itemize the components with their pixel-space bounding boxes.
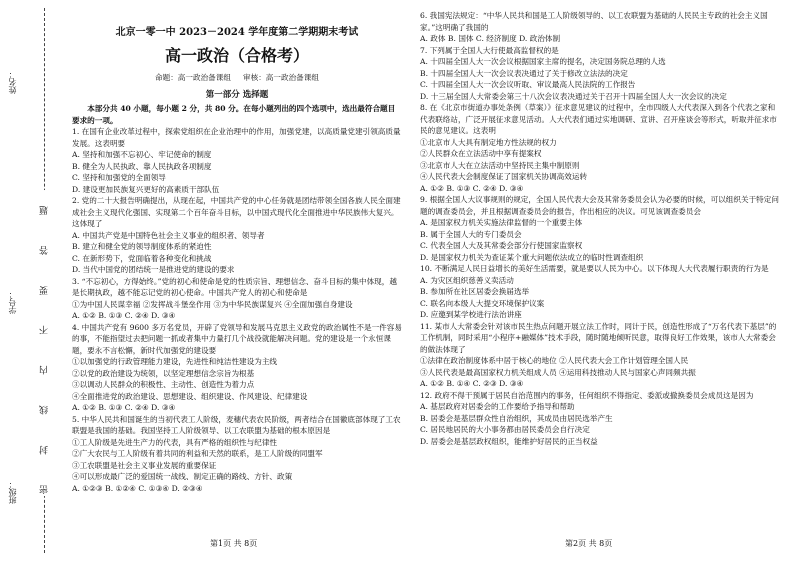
left-question-list bbox=[72, 126, 402, 494]
page-number-left: 第1页 共 8页 bbox=[210, 539, 258, 548]
question-option: B. 十四届全国人大一次会议表决通过了关于修改立法法的决定 bbox=[420, 68, 628, 78]
seal-text: 密 封 线 内 不 要 答 题 bbox=[40, 192, 50, 495]
question-option: D. 十三届全国人大常委会第三十八次会议表决通过关于召开十四届全国人大一次会议的决定 bbox=[420, 91, 727, 101]
question-option: ①工人阶级是先进生产力的代表，具有严格的组织性与纪律性 bbox=[72, 437, 278, 447]
question-option: ②以党的政治建设为统领，以坚定理想信念宗旨为根基 bbox=[72, 368, 255, 378]
question-option: ③工农联盟是社会主义事业发展的重要保证 bbox=[72, 460, 217, 470]
question-option: C. 代表全国人大及其常委会部分行使国家监察权 bbox=[420, 241, 583, 250]
question-option: C. 坚持和加强党的全面领导 bbox=[72, 173, 166, 182]
question-option: B. 属于全国人大的专门委员会 bbox=[420, 229, 522, 239]
question-option: D. 居委会是基层政权组织，能维护好居民的正当权益 bbox=[420, 436, 598, 446]
question-stem: 1. 在国有企业改革过程中，探索党组织在企业治理中的作用，加强党建，以高质量党建引领高质量发展。这表明要 bbox=[72, 127, 401, 148]
question-stem: 11. 某市人大常委会针对该市民生热点问题开展立法工作时，同计于民，创造性形成了“万名代表下基层”的工作机制，同时采用“小程序+融媒体”技术手段，随时随地倾听民意，取得良好工作效果，该市人大常委会的做法体现了 bbox=[420, 321, 777, 354]
question-option: A. ①② B. ①④ C. ②③ D. ③④ bbox=[420, 379, 524, 388]
question-stem: 4. 中国共产党有 9600 多万名党员，开辟了党领导和发展马克思主义政党的政治属性不是一件容易的事，不能指望过去把问题一抓或者集中力量打几个战役就能解决问题。党的建设是一个永恒课题，要永不言松懈，新时代加强党的建设要 bbox=[72, 322, 402, 355]
question-option: C. 联名向本级人大提交环境保护议案 bbox=[420, 298, 545, 308]
part-title: 第一部分 选择题 bbox=[205, 89, 269, 100]
name-label: 姓名： bbox=[8, 70, 17, 94]
seal-margin bbox=[0, 0, 66, 561]
question-option: ①法律在政治制度体系中居于核心的地位 ②人民代表大会工作计划管理全国人民 bbox=[420, 356, 689, 365]
question-option: ①为中国人民谋幸福 ②发挥战斗堡垒作用 ③为中华民族谋复兴 ④全面加强自身建设 bbox=[72, 299, 353, 309]
question-option: D. 应邀到某学校进行法治讲座 bbox=[420, 310, 522, 319]
question-option: C. 十四届全国人大一次会议听取、审议最高人民法院的工作报告 bbox=[420, 80, 636, 89]
question-option: ④全面推进党的政治建设、思想建设、组织建设、作风建设、纪律建设 bbox=[72, 391, 308, 401]
question-stem: 12. 政府不得干预属于居民自治范围内的事务，任何组织不得指定、委派或撤换委员会成员这是因为 bbox=[420, 390, 754, 400]
question-option: ①以加强党的行政管理能力建设，先进性和纯洁性建设为主线 bbox=[72, 357, 278, 366]
question-option: D. 当代中国党的团结统一是推进党的建设的要求 bbox=[72, 265, 235, 274]
question-stem: 9. 根据全国人大议事规则的规定，全国人民代表大会及其常务委员会认为必要的时候，可以组织关于特定问题的调查委员会，并且根据调查委员会的报告，作出相应的决议。可见该调查委员会 bbox=[420, 195, 779, 216]
composer: 命题：高一政治备课组 bbox=[155, 73, 231, 82]
student-id-label: 学号： bbox=[8, 290, 17, 314]
question-option: A. 政体 B. 国体 C. 经济制度 D. 政治体制 bbox=[420, 34, 561, 43]
question-option: C. 在新形势下，党面临着各种变化和挑战 bbox=[72, 253, 212, 263]
question-option: ②广大农民与工人阶级有着共同的利益和天然的联系，是工人阶级的同盟军 bbox=[72, 449, 323, 458]
question-option: D. 建设更加民族复兴更好的高素质干部队伍 bbox=[72, 184, 220, 194]
part-intro: 本部分共 40 小题，每小题 2 分，共 80 分。在每小题列出的四个选项中，选出最符合题目要求的一项。 bbox=[72, 104, 396, 125]
question-option: A. 中国共产党是中国特色社会主义事业的组织者、领导者 bbox=[72, 230, 265, 240]
question-option: B. 参加所在社区居委会换届选举 bbox=[420, 287, 530, 296]
question-option: A. 坚持和加强不忘初心、牢记使命的制度 bbox=[72, 150, 212, 159]
question-option: A. ①② B. ①③ C. ②④ D. ③④ bbox=[420, 183, 524, 193]
author-line bbox=[72, 72, 402, 84]
reviewer: 审核：高一政治备课组 bbox=[243, 73, 319, 82]
question-option: ②人民群众在立法活动中享有提案权 bbox=[420, 149, 542, 158]
question-option: B. 健全为人民执政、靠人民执政各项制度 bbox=[72, 161, 212, 171]
question-stem: 7. 下列属于全国人大行使最高监督权的是 bbox=[420, 45, 559, 55]
exam-title: 北京一零一中 2023－2024 学年度第二学期期末考试 bbox=[115, 27, 359, 38]
question-option: A. ①②③ B. ①②④ C. ①③④ D. ②③④ bbox=[72, 483, 203, 493]
question-stem: 10. 不断满足人民日益增长的美好生活需要，就是要以人民为中心。以下体现人大代表履行职责的行为是 bbox=[420, 264, 769, 273]
question-option: ④可以形成最广泛的爱国统一战线、制定正确的路线、方针、政策 bbox=[72, 472, 293, 481]
question-option: ①北京市人大具有制定地方性法规的权力 bbox=[420, 137, 557, 147]
question-option: A. ①② B. ①③ C. ②④ D. ③④ bbox=[72, 403, 176, 412]
question-option: B. 居委会是基层群众性自治组织，其成员由居民选举产生 bbox=[420, 413, 613, 423]
right-question-list bbox=[420, 10, 780, 447]
question-option: D. 是国家权力机关为查证某个重大问题依法成立的临时性调查组织 bbox=[420, 252, 644, 262]
left-column bbox=[72, 10, 402, 494]
question-stem: 3. “不忘初心，方得始终。”党的初心和使命是党的性质宗旨、理想信念、奋斗目标的集中体现，越是长期执政，越不能忘记党的初心使命。中国共产党人的初心和使命是 bbox=[72, 276, 397, 297]
question-option: A. 基层政府对居委会的工作要给予指导和帮助 bbox=[420, 402, 575, 411]
question-option: C. 居民地居民的大小事务都由居民委员会自行决定 bbox=[420, 425, 590, 434]
question-option: A. 为灾区组织慈善义卖活动 bbox=[420, 275, 514, 285]
question-option: ③人民代表是最高国家权力机关组成人员 ④运用科技推动人民与国家心声同频共振 bbox=[420, 367, 696, 377]
question-option: ③北京市人大在立法活动中坚持民主集中制原则 bbox=[420, 160, 580, 170]
question-option: ④人民代表大会制度保证了国家机关协调高效运转 bbox=[420, 172, 588, 181]
right-column bbox=[420, 10, 780, 447]
question-option: ③以调动人民群众的积极性、主动性、创造性为着力点 bbox=[72, 380, 255, 389]
question-option: A. 十四届全国人大一次会议根据国家主席的提名，决定国务院总理的人选 bbox=[420, 57, 666, 66]
question-option: A. 是国家权力机关实施法律监督的一个重要主体 bbox=[420, 218, 583, 227]
question-option: B. 建立和健全党的领导制度体系的紧迫性 bbox=[72, 242, 212, 251]
subject-title: 高一政治（合格考） bbox=[164, 46, 309, 65]
question-stem: 2. 党的二十大报告明确提出，从现在起，中国共产党的中心任务就是团结带领全国各族人民全面建成社会主义现代化强国、实现第二个百年奋斗目标，以中国式现代化全面推进中华民族伟大复兴。这体现了 bbox=[72, 196, 401, 228]
question-stem: 6. 我国宪法规定：“中华人民共和国是工人阶级领导的、以工农联盟为基础的人民民主专政的社会主义国家。”这明确了我国的 bbox=[420, 11, 768, 32]
question-stem: 5. 中华人民共和国诞生的当初代表工人阶级，麦穗代表农民阶级，两者结合在国徽底部体现了工农联盟是我国的基础。我国坚持工人阶级领导、以工农联盟为基础的根本原因是 bbox=[72, 414, 401, 435]
question-stem: 8. 在《北京市街道办事处条例（草案）》征求意见建议的过程中，全市四级人大代表深入到各个代表之家和代表联络站，广泛开展征求意见活动。人大代表们通过实地调研、宣讲、召开座谈会等形式，听取并征求市民的意见建议。这表明 bbox=[420, 103, 777, 135]
question-option: A. ①② B. ①③ C. ②④ D. ③④ bbox=[72, 311, 176, 320]
class-label: 班级： bbox=[8, 480, 17, 504]
page-number-right: 第2页 共 8页 bbox=[565, 539, 613, 548]
